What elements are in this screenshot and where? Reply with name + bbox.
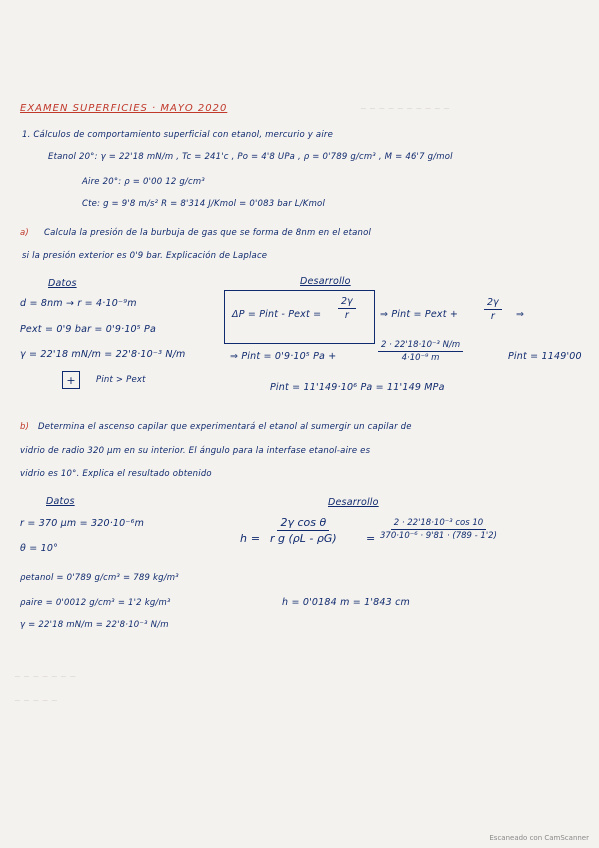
bleed-through-text: ~ ~ ~ ~ ~ ~ ~ ~ ~ ~ (360, 104, 450, 113)
bleed-through-text: ~ ~ ~ ~ ~ (14, 696, 58, 705)
etanol-data: Etanol 20°: γ = 22'18 mN/m , Tc = 241'c , Po = 4'8 UPa , ρ = 0'789 g/cm³ , M = 46'7 g/mol (48, 152, 453, 162)
part-a-line2: si la presión exterior es 0'9 bar. Explicación de Laplace (22, 251, 268, 261)
laplace-fraction (338, 296, 356, 321)
subst-fraction (378, 340, 463, 363)
subst-num: 2 · 22'18·10⁻³ N/m (378, 340, 463, 352)
desarrollo-b-heading: Desarrollo (328, 497, 379, 508)
problem-intro: 1. Cálculos de comportamiento superficial con etanol, mercurio y aire (22, 130, 334, 140)
h-num: 2γ cos θ (277, 516, 329, 531)
h-result: h = 0'0184 m = 1'843 cm (282, 597, 411, 608)
pint-fraction (484, 297, 502, 322)
h-subst-num: 2 · 22'18·10⁻³ cos 10 (391, 518, 486, 530)
desarrollo-a-heading: Desarrollo (300, 276, 351, 287)
datos-b-rho-etanol: ρetanol = 0'789 g/cm³ = 789 kg/m³ (20, 573, 179, 583)
datos-b-heading: Datos (46, 496, 75, 507)
laplace-den: r (344, 310, 349, 321)
part-b-label: b) (20, 422, 30, 432)
datos-b-rho-aire: ρaire = 0'0012 g/cm³ = 1'2 kg/m³ (20, 598, 171, 608)
datos-b-gamma: γ = 22'18 mN/m = 22'8·10⁻³ N/m (20, 620, 169, 630)
part-b-line1: Determina el ascenso capilar que experimentará el etanol al sumergir un capilar de (38, 422, 412, 432)
h-label: h = (240, 532, 261, 545)
subst-den: 4·10⁻⁹ m (401, 353, 440, 363)
part-a-line1: Calcula la presión de la burbuja de gas que se forma de 8nm en el etanol (44, 228, 372, 238)
pint-gt-pext: Pint > Pext (96, 375, 146, 385)
arrow-end: ⇒ (516, 309, 525, 320)
equals-sign: = (366, 532, 376, 545)
pint-final: Pint = 11'149·10⁶ Pa = 11'149 MPa (270, 382, 445, 393)
datos-a-gamma: γ = 22'18 mN/m = 22'8·10⁻³ N/m (20, 349, 186, 360)
datos-b-r: r = 370 μm = 320·10⁻⁶m (20, 518, 145, 529)
bleed-through-text: ~ ~ ~ ~ ~ ~ ~ (14, 672, 77, 681)
pint-expression: ⇒ Pint = Pext + (380, 309, 458, 320)
part-b-line3: vidrio es 10°. Explica el resultado obtenido (20, 469, 212, 479)
part-a-label: a) (20, 228, 29, 238)
aire-data: Aire 20°: ρ = 0'00 12 g/cm³ (82, 177, 205, 187)
exam-title: EXAMEN SUPERFICIES · MAYO 2020 (20, 103, 228, 114)
datos-a-d: d = 8nm → r = 4·10⁻⁹m (20, 298, 137, 309)
h-subst-den: 370·10⁻⁶ · 9'81 · (789 - 1'2) (380, 531, 497, 541)
laplace-num: 2γ (338, 296, 356, 309)
datos-b-theta: θ = 10° (20, 543, 59, 554)
scanner-watermark: Escaneado con CamScanner (489, 834, 589, 842)
part-b-line2: vidrio de radio 320 μm en su interior. El ángulo para la interfase etanol-aire es (20, 446, 371, 456)
h-subst-fraction (380, 518, 497, 541)
pint-den: r (490, 311, 495, 322)
datos-a-heading: Datos (48, 278, 77, 289)
subst-lhs: ⇒ Pint = 0'9·10⁵ Pa + (230, 351, 337, 362)
laplace-lhs: ΔP = Pint - Pext = (232, 309, 322, 320)
datos-a-pext: Pext = 0'9 bar = 0'9·10⁵ Pa (20, 324, 156, 335)
h-fraction (270, 516, 337, 545)
constants: Cte: g = 9'8 m/s² R = 8'314 J/Kmol = 0'083 bar L/Kmol (82, 199, 326, 209)
subst-result: Pint = 1149'00 (508, 351, 582, 362)
h-den: r g (ρL - ρG) (270, 532, 337, 545)
pint-num: 2γ (484, 297, 502, 310)
circle-plus-icon: + (62, 371, 80, 389)
